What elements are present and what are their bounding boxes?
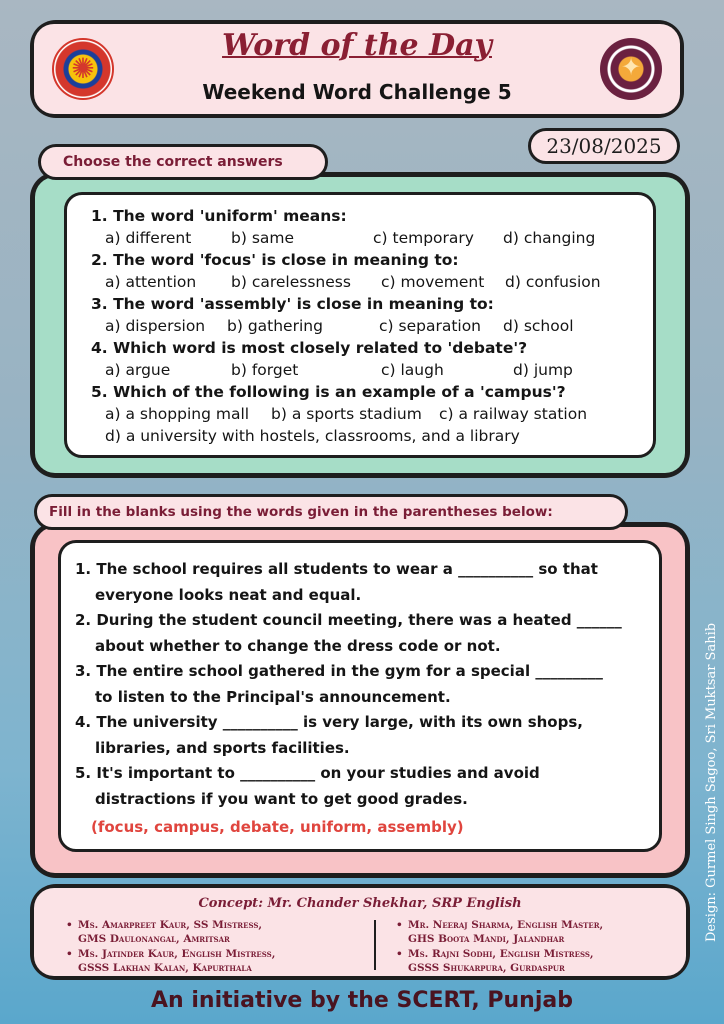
question-options-4: [91, 359, 653, 381]
credits-right-column: [396, 918, 676, 976]
fill-blanks-section-label: Fill in the blanks using the words given in the parentheses below:: [34, 494, 628, 530]
question-stem-1: 1. The word 'uniform' means:: [91, 207, 347, 225]
option: b) forget: [231, 361, 299, 379]
question-options-1: [91, 227, 653, 249]
option: c) temporary: [373, 229, 474, 247]
fill-line-3: 3. The entire school gathered in the gym for a special _________: [75, 662, 603, 680]
header-inner: [34, 24, 680, 114]
question-options-3: [91, 315, 653, 337]
fill-line-2-cont: about whether to change the dress code or not.: [95, 636, 501, 655]
question-stem-4: 4. Which word is most closely related to 'debate'?: [91, 339, 528, 357]
fill-line-1-cont: everyone looks neat and equal.: [95, 585, 362, 604]
credits-box: [30, 884, 690, 980]
credits-left-column: [66, 918, 366, 976]
credit-name: • Ms. Jatinder Kaur, English Mistress,: [66, 947, 366, 961]
page-title: Word of the Day: [222, 28, 492, 63]
option: a) argue: [105, 361, 171, 379]
option: c) movement: [381, 273, 485, 291]
mcq-section-label: Choose the correct answers: [38, 144, 328, 180]
fill-line-4-cont: libraries, and sports facilities.: [95, 738, 350, 757]
design-credit: Design: Gurmel Singh Sagoo, Sri Muktsar Sahib: [704, 622, 719, 942]
option: a) different: [105, 229, 192, 247]
credit-place: GMS Daulonangal, Amritsar: [78, 933, 230, 945]
credit-name: • Ms. Amarpreet Kaur, SS Mistress,: [66, 918, 366, 932]
fill-line-2: 2. During the student council meeting, there was a heated ______: [75, 611, 622, 629]
fill-blanks-card: [58, 540, 662, 852]
header-banner: [30, 20, 684, 118]
credit-name: • Ms. Rajni Sodhi, English Mistress,: [396, 947, 676, 961]
question-options-5: [91, 403, 653, 425]
credits-divider: [374, 920, 376, 970]
option: b) carelessness: [231, 273, 351, 291]
fill-line-4: 4. The university __________ is very large, with its own shops,: [75, 713, 583, 731]
option: d) changing: [503, 229, 596, 247]
fill-line-5-cont: distractions if you want to get good grades.: [95, 789, 468, 808]
option: d) school: [503, 317, 574, 335]
credit-place: GHS Boota Mandi, Jalandhar: [408, 933, 565, 945]
option: b) a sports stadium: [271, 405, 422, 423]
option: b) gathering: [227, 317, 323, 335]
mcq-card: [64, 192, 656, 458]
fill-line-3-cont: to listen to the Principal's announcement.: [95, 687, 451, 706]
option: a) a shopping mall: [105, 405, 250, 423]
question-options-2: [91, 271, 653, 293]
fill-line-1: 1. The school requires all students to wear a __________ so that: [75, 560, 598, 578]
option: a) attention: [105, 273, 197, 291]
page-subtitle: Weekend Word Challenge 5: [202, 80, 512, 104]
question-options-5b: [91, 425, 653, 447]
credits-inner: [34, 888, 686, 976]
fill-line-5: 5. It's important to __________ on your studies and avoid: [75, 764, 540, 782]
question-stem-3: 3. The word 'assembly' is close in meaning to:: [91, 295, 494, 313]
question-stem-2: 2. The word 'focus' is close in meaning to:: [91, 251, 459, 269]
option: c) a railway station: [439, 405, 588, 423]
option: d) jump: [513, 361, 573, 379]
word-bank: (focus, campus, debate, uniform, assembly): [91, 818, 464, 836]
credit-name: • Mr. Neeraj Sharma, English Master,: [396, 918, 676, 932]
question-stem-5: 5. Which of the following is an example of a 'campus'?: [91, 383, 566, 401]
concept-credit: Concept: Mr. Chander Shekhar, SRP English: [198, 896, 522, 911]
credit-place: GSSS Shukarpura, Gurdaspur: [408, 962, 565, 974]
option: b) same: [231, 229, 295, 247]
option: d) a university with hostels, classrooms, and a library: [105, 427, 520, 445]
option: d) confusion: [505, 273, 601, 291]
footer-initiative: An initiative by the SCERT, Punjab: [151, 988, 573, 1013]
english-circles-logo-icon: [600, 38, 662, 100]
option: a) dispersion: [105, 317, 206, 335]
option: c) laugh: [381, 361, 444, 379]
date-badge: 23/08/2025: [528, 128, 680, 164]
option: c) separation: [379, 317, 482, 335]
credit-place: GSSS Lakhan Kalan, Kapurthala: [78, 962, 252, 974]
